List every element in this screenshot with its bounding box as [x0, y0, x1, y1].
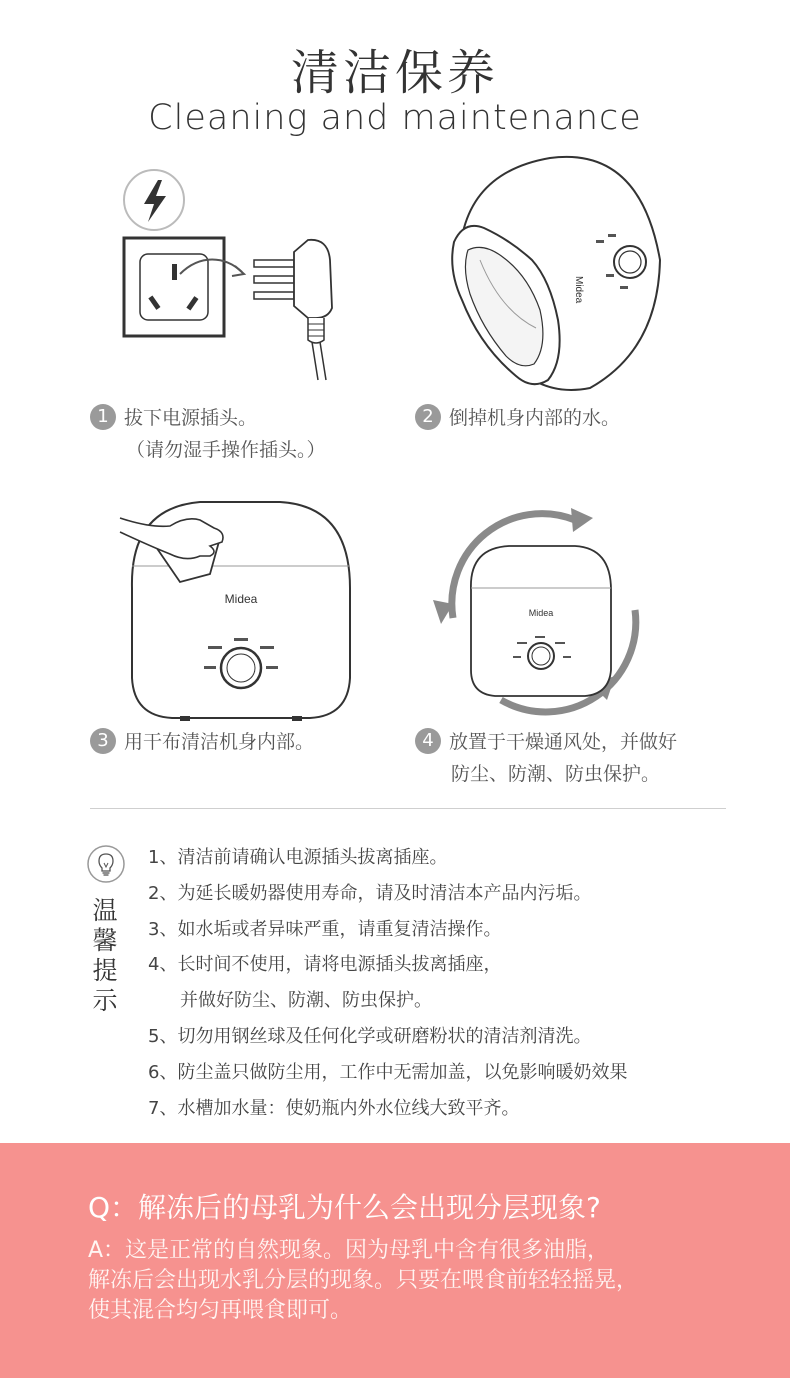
step-note: 防尘、防潮、防虫保护。 — [451, 763, 661, 785]
brand-logo: Midea — [528, 608, 554, 618]
brand-logo: Midea — [573, 276, 584, 304]
step-4 — [415, 726, 677, 790]
list-item: 2、为延长暖奶器使用寿命，请及时清洁本产品内污垢。 — [148, 882, 592, 904]
device-icon — [471, 546, 611, 696]
unplug-illustration — [110, 168, 350, 393]
step-text: 拔下电源插头。 — [124, 407, 258, 429]
step-text: 倒掉机身内部的水。 — [449, 407, 621, 429]
dry-illustration — [425, 500, 660, 725]
list-item: 3、如水垢或者异味严重，请重复清洁操作。 — [148, 918, 502, 940]
faq-answer: A：这是正常的自然现象。因为母乳中含有很多油脂， 解冻后会出现水乳分层的现象。只要在喂食前轻轻摇晃， 使其混合均匀再喂食即可。 — [88, 1238, 639, 1323]
step-number: 3 — [90, 728, 116, 754]
list-item: 6、防尘盖只做防尘用，工作中无需加盖，以免影响暖奶效果 — [148, 1061, 628, 1083]
outlet-icon — [124, 238, 224, 336]
page-subtitle: Cleaning and maintenance — [148, 98, 642, 138]
step-3 — [90, 726, 314, 758]
step-number: 2 — [415, 404, 441, 430]
tips-label: 温 馨 提 示 — [92, 896, 118, 1015]
list-item: 7、水槽加水量：使奶瓶内外水位线大致平齐。 — [148, 1097, 520, 1119]
section-divider — [90, 808, 726, 809]
lightbulb-icon — [87, 845, 125, 883]
list-item: 4、长时间不使用，请将电源插头拔离插座， — [148, 954, 502, 976]
wipe-illustration — [110, 498, 360, 726]
tips-list — [148, 840, 627, 1126]
plug-icon — [254, 240, 332, 380]
page-title: 清洁保养 — [290, 45, 499, 101]
pour-water-illustration — [440, 150, 670, 395]
step-text: 放置于干燥通风处，并做好 — [449, 731, 678, 753]
list-item: 5、切勿用钢丝球及任何化学或研磨粉状的清洁剂清洗。 — [148, 1025, 592, 1047]
faq-question: Q：解冻后的母乳为什么会出现分层现象? — [88, 1191, 601, 1224]
step-note: （请勿湿手操作插头。） — [126, 439, 326, 461]
step-number: 4 — [415, 728, 441, 754]
step-2 — [415, 402, 620, 434]
step-text: 用干布清洁机身内部。 — [124, 731, 315, 753]
list-item: 并做好防尘、防潮、防虫保护。 — [180, 990, 432, 1012]
step-number: 1 — [90, 404, 116, 430]
step-1 — [90, 402, 326, 466]
lightning-icon — [124, 170, 184, 230]
list-item: 1、清洁前请确认电源插头拔离插座。 — [148, 847, 448, 868]
brand-logo: Midea — [224, 592, 258, 606]
